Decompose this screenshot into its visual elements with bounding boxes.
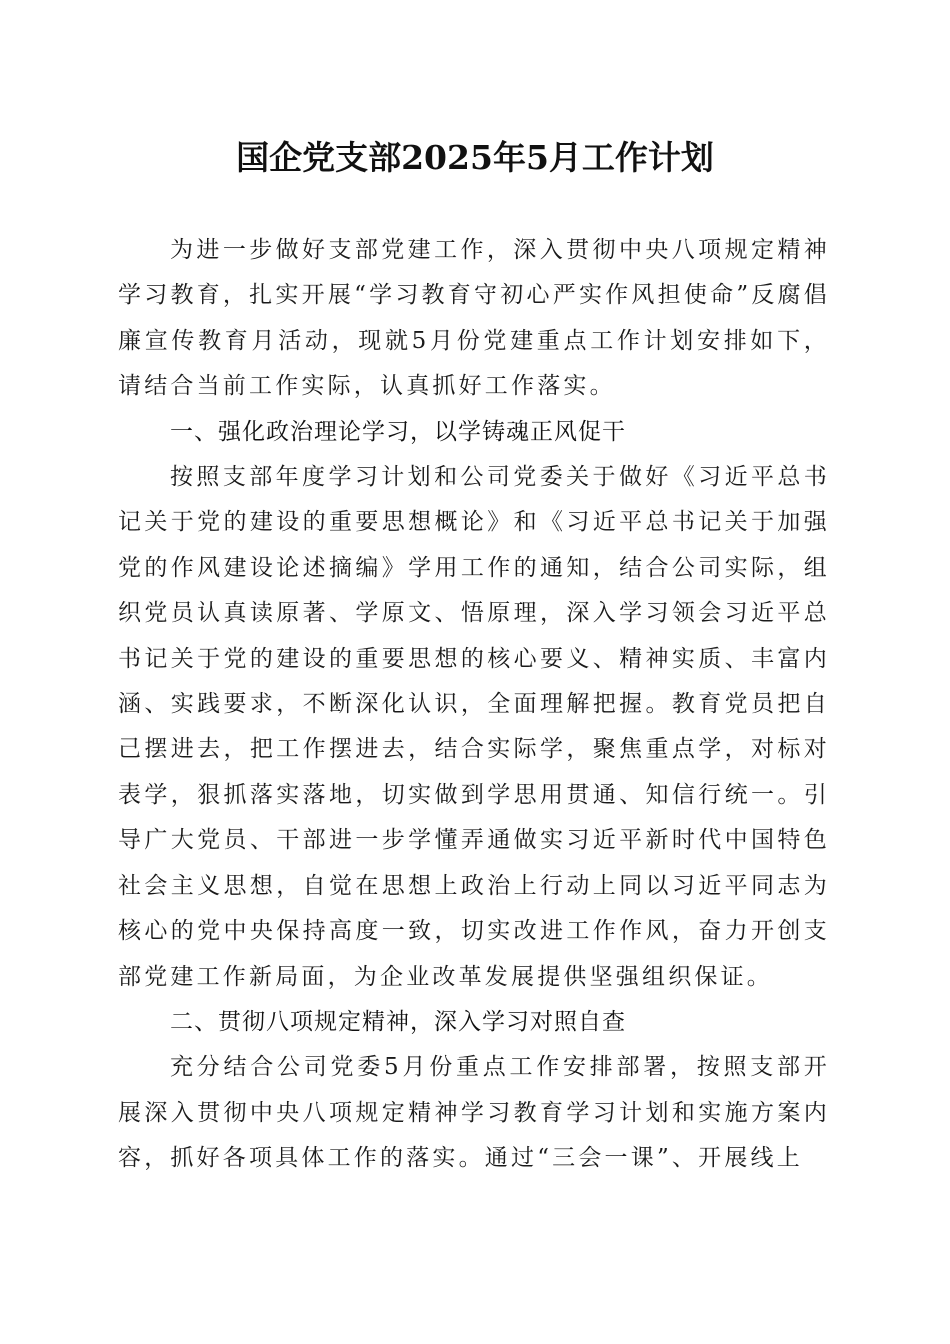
section-paragraph-1: 按照支部年度学习计划和公司党委关于做好《习近平总书记关于党的建设的重要思想概论》和《习近平总书记关于加强党的作风建设论述摘编》学用工作的通知，结合公司实际，组织党员认真读原著、学原文、悟原理，深入学习领会习近平总书记关于党的建设的重要思想的核心要义、精神实质、丰富内涵、实践要求，不断深化认识，全面理解把握。教育党员把自己摆进去，把工作摆进去，结合实际学，聚焦重点学，对标对表学，狠抓落实落地，切实做到学思用贯通、知信行统一。引导广大党员、干部进一步学懂弄通做实习近平新时代中国特色社会主义思想，自觉在思想上政治上行动上同以习近平同志为核心的党中央保持高度一致，切实改进工作作风，奋力开创支部党建工作新局面，为企业改革发展提供坚强组织保证。 <box>118 464 830 990</box>
section-paragraph-2: 充分结合公司党委5月份重点工作安排部署，按照支部开展深入贯彻中央八项规定精神学习教育学习计划和实施方案内容，抓好各项具体工作的落实。通过“三会一课”、开展线上 <box>118 1054 830 1172</box>
section-heading-2: 二、贯彻八项规定精神，深入学习对照自查 <box>170 1008 626 1035</box>
intro-paragraph: 为进一步做好支部党建工作，深入贯彻中央八项规定精神学习教育，扎实开展“学习教育守初心严实作风担使命”反腐倡廉宣传教育月活动，现就5月份党建重点工作计划安排如下，请结合当前工作实际，认真抓好工作落实。 <box>118 237 830 400</box>
document-body <box>118 228 830 1182</box>
section-heading-1: 一、强化政治理论学习，以学铸魂正风促干 <box>170 418 626 445</box>
document-title: 国企党支部2025年5月工作计划 <box>236 138 714 177</box>
